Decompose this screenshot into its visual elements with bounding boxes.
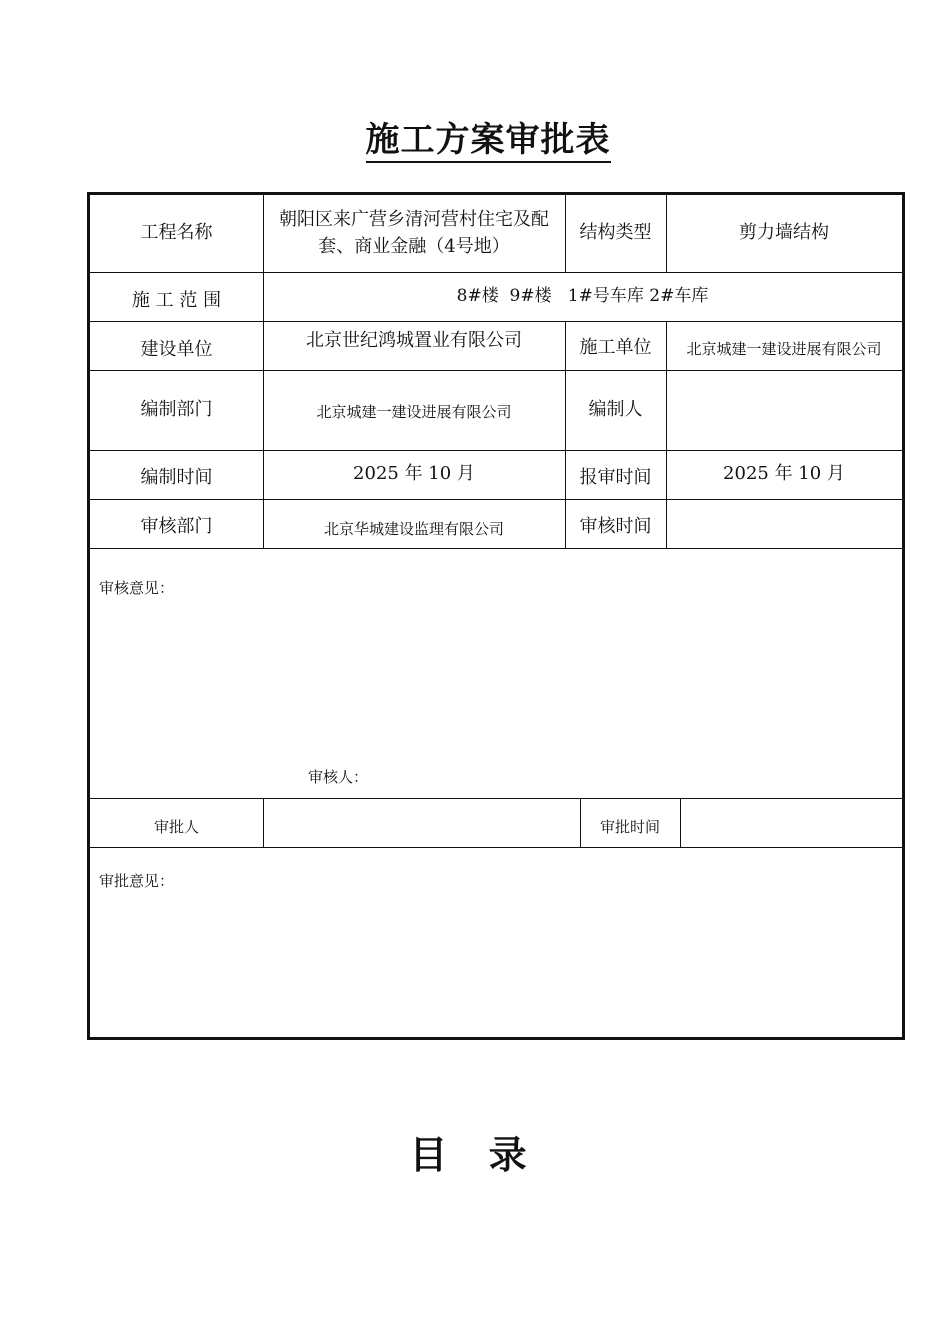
scope-label: 施 工 范 围 [131, 290, 222, 312]
review-time-label: 审核时间 [579, 516, 652, 538]
compile-time-value: 2025 年 10 月 [353, 463, 475, 485]
structure-type-value: 剪力墙结构 [739, 222, 829, 244]
toc-heading: 目 录 [409, 1132, 541, 1177]
review-opinion-label: 审核意见： [99, 579, 175, 597]
compiler-label: 编制人 [588, 398, 643, 420]
reviewer-label: 审核人： [308, 768, 369, 786]
owner-label: 建设单位 [140, 339, 213, 361]
scope-value: 8#楼 9#楼 1#号车库 2#车库 [456, 286, 709, 307]
review-dept-value: 北京华城建设监理有限公司 [323, 519, 504, 538]
project-name-label: 工程名称 [140, 222, 213, 244]
approver-value [263, 798, 580, 847]
review-dept-label: 审核部门 [140, 516, 213, 538]
contractor-value: 北京城建一建设进展有限公司 [686, 339, 882, 358]
compiler-value [666, 370, 902, 450]
review-time-value [666, 499, 902, 548]
approval-form [87, 192, 905, 1040]
project-name-value: 朝阳区来广营乡清河营村住宅及配套、商业金融（4号地） [279, 209, 549, 257]
contractor-label: 施工单位 [579, 337, 652, 359]
submit-time-label: 报审时间 [579, 467, 652, 489]
row-divider [90, 847, 902, 848]
compile-dept-label: 编制部门 [140, 398, 213, 420]
approve-time-value [680, 798, 902, 847]
compile-dept-value: 北京城建一建设进展有限公司 [316, 403, 512, 422]
compile-time-label: 编制时间 [140, 467, 213, 489]
row-divider [90, 548, 902, 549]
approve-time-label: 审批时间 [599, 817, 660, 836]
approve-opinion-label: 审批意见： [99, 872, 175, 890]
submit-time-value: 2025 年 10 月 [723, 463, 845, 485]
approver-label: 审批人 [153, 817, 199, 836]
form-title: 施工方案审批表 [0, 112, 950, 161]
structure-type-label: 结构类型 [579, 222, 652, 244]
owner-value: 北京世纪鸿城置业有限公司 [306, 330, 522, 352]
